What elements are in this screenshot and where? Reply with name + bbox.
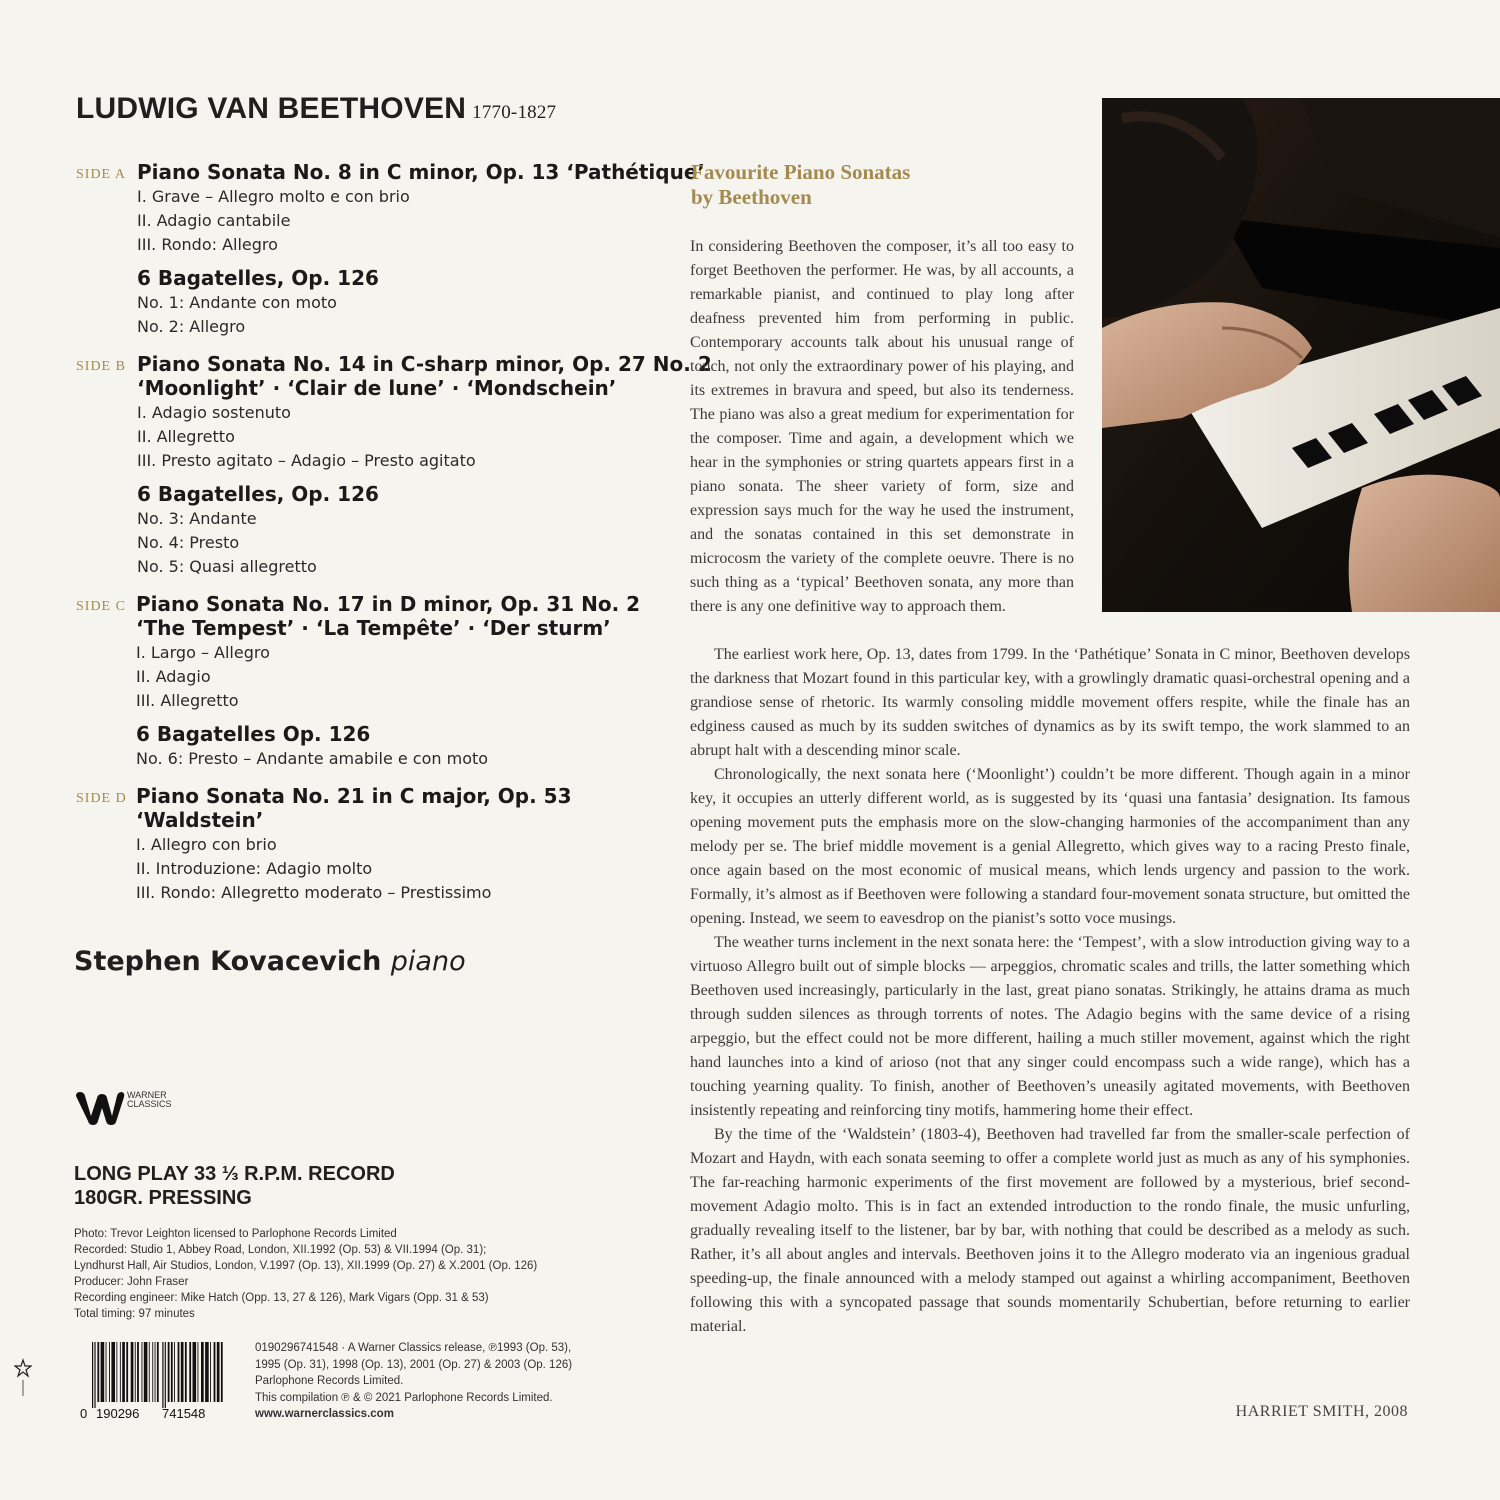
recording-credits xyxy=(74,1226,537,1322)
warner-classics-logo-text xyxy=(127,1091,172,1109)
barcode-bar xyxy=(193,1342,197,1402)
barcode-bars xyxy=(92,1342,224,1408)
movement-item: No. 6: Presto – Andante amabile e con moto xyxy=(136,749,489,768)
barcode-bar xyxy=(92,1342,93,1408)
credit-line: Recorded: Studio 1, Abbey Road, London, XII.1992 (Op. 53) & VII.1994 (Op. 31); xyxy=(74,1244,487,1256)
record-format xyxy=(74,1162,395,1210)
work-title: Piano Sonata No. 8 in C minor, Op. 13 ‘Pathétique’ xyxy=(137,160,706,184)
barcode-bar xyxy=(185,1342,187,1402)
work-title: ‘Waldstein’ xyxy=(136,808,264,832)
barcode-bar xyxy=(101,1342,105,1402)
legal-line: This compilation ℗ & © 2021 Parlophone Records Limited. xyxy=(255,1391,553,1404)
side-label: SIDE D xyxy=(76,791,127,806)
work-title: Piano Sonata No. 21 in C major, Op. 53 xyxy=(136,784,572,808)
movement-item: II. Adagio xyxy=(136,667,211,686)
warner-classics-logo-icon xyxy=(74,1090,126,1126)
movement-item: III. Allegretto xyxy=(136,691,239,710)
barcode-bar xyxy=(217,1342,220,1402)
work-title: Piano Sonata No. 17 in D minor, Op. 31 No. 2 xyxy=(136,592,641,616)
barcode-bar xyxy=(122,1342,125,1402)
logo-text-line2: CLASSICS xyxy=(127,1099,172,1109)
essay-body xyxy=(690,643,1410,1339)
work-title: ‘The Tempest’ · ‘La Tempête’ · ‘Der sturm’ xyxy=(136,616,611,640)
movement-item: No. 2: Allegro xyxy=(137,317,246,336)
booklet-title-line2: by Beethoven xyxy=(691,185,812,209)
barcode-bar xyxy=(106,1342,107,1402)
composer-years: 1770-1827 xyxy=(472,102,557,123)
barcode-bar xyxy=(142,1342,143,1402)
movement-item: I. Largo – Allegro xyxy=(136,643,270,662)
side-label: SIDE B xyxy=(76,359,126,374)
essay-paragraph: The weather turns inclement in the next sonata here: the ‘Tempest’, with a slow introduction giving way to a virtuoso Allegro built out of simple blocks — arpeggios, chromatic scales and trills, the latter something which Beethoven used increasingly, particularly in the last, great piano sonatas. Strikingly, he attains drama as much through sudden silences as through torrents of notes. The Adagio begins with the same device of a rising arpeggio, but the effect could not be more different, hailing a much stiller movement, against which the right hand launches into a kind of arioso (not that any singer could encompass such a wide range), which has a touching yearning quality. To finish, another of Beethoven’s uneasily agitated movements, with Beethoven insistently repeating and reinforcing tiny motifs, hammering home their effect. xyxy=(690,934,1410,1119)
barcode-bar xyxy=(168,1342,170,1402)
star-icon xyxy=(14,1358,32,1398)
composer-heading xyxy=(76,92,556,126)
performer-instrument: piano xyxy=(390,946,466,977)
barcode-bar xyxy=(189,1342,191,1402)
barcode-bar xyxy=(144,1342,148,1402)
side-label: SIDE A xyxy=(76,167,126,182)
movement-item: III. Rondo: Allegretto moderato – Prestissimo xyxy=(136,883,492,902)
movement-item: II. Introduzione: Adagio molto xyxy=(136,859,373,878)
barcode-bar xyxy=(126,1342,128,1402)
essay-intro xyxy=(690,235,1074,619)
barcode xyxy=(80,1342,224,1420)
credit-line: Total timing: 97 minutes xyxy=(74,1308,195,1320)
work-title: 6 Bagatelles Op. 126 xyxy=(136,722,371,746)
movement-item: III. Rondo: Allegro xyxy=(137,235,278,254)
barcode-bar xyxy=(109,1342,110,1402)
barcode-bar xyxy=(221,1342,223,1402)
performer-name: Stephen Kovacevich xyxy=(74,946,382,977)
legal-line: 0190296741548 · A Warner Classics release, ℗1993 (Op. 53), xyxy=(255,1342,572,1354)
movement-item: No. 4: Presto xyxy=(137,533,240,552)
barcode-bar xyxy=(178,1342,180,1402)
work-title: ‘Moonlight’ · ‘Clair de lune’ · ‘Mondschein’ xyxy=(137,376,617,400)
side-label: SIDE C xyxy=(76,599,126,614)
composer-name: LUDWIG VAN BEETHOVEN xyxy=(76,92,467,125)
credit-line: Recording engineer: Mike Hatch (Opp. 13, 27 & 126), Mark Vigars (Opp. 31 & 53) xyxy=(74,1292,489,1304)
work-title: 6 Bagatelles, Op. 126 xyxy=(137,482,379,506)
legal-line: 1995 (Op. 31), 1998 (Op. 13), 2001 (Op. 27) & 2003 (Op. 126) xyxy=(255,1358,573,1371)
barcode-bar xyxy=(135,1342,136,1402)
essay-intro-paragraph: In considering Beethoven the composer, it’s all too easy to forget Beethoven the performer. He was, by all accounts, a remarkable pianist, and continued to play long after deafness prevented him from performing in public. Contemporary accounts talk about his unusual range of touch, not only the extraordinary power of his playing, and its extremes in bravura and speed, but also its tenderness. The piano was also a great medium for experimentation for the composer. Time and again, a development which we hear in the symphonies or string quartets appears first in a piano sonata. The sheer variety of form, size and expression says much for the way he used the instrument, and the sonatas contained in this set demonstrate in microcosm the variety of the complete oeuvre. There is no such thing as a ‘typical’ Beethoven sonata, any more than there is any one definitive way to approach them. xyxy=(690,238,1074,615)
movement-item: No. 5: Quasi allegretto xyxy=(137,557,317,576)
barcode-bar xyxy=(214,1342,216,1402)
barcode-bar xyxy=(171,1342,173,1402)
barcode-bar xyxy=(174,1342,175,1402)
barcode-bar xyxy=(155,1342,156,1402)
credit-line: Lyndhurst Hall, Air Studios, London, V.1997 (Op. 13), XII.1999 (Op. 27) & X.2001 (Op. 126) xyxy=(74,1260,538,1272)
essay-byline: HARRIET SMITH, 2008 xyxy=(1235,1403,1408,1420)
credit-line: Producer: John Fraser xyxy=(74,1276,189,1288)
work-title: Piano Sonata No. 14 in C-sharp minor, Op. 27 No. 2 xyxy=(137,352,712,376)
barcode-bar xyxy=(198,1342,199,1402)
movement-item: No. 1: Andante con moto xyxy=(137,293,337,312)
barcode-bar xyxy=(162,1342,163,1408)
barcode-bar xyxy=(137,1342,139,1402)
legal-line: Parlophone Records Limited. xyxy=(255,1375,404,1387)
movement-item: I. Grave – Allegro molto e con brio xyxy=(137,187,410,206)
movement-item: I. Allegro con brio xyxy=(136,835,277,854)
barcode-bar xyxy=(94,1342,95,1408)
barcode-bar xyxy=(116,1342,117,1402)
movement-item: II. Adagio cantabile xyxy=(137,211,291,230)
pianist-hands-photo xyxy=(1102,98,1500,612)
movement-item: I. Adagio sostenuto xyxy=(137,403,291,422)
booklet-title-line1: Favourite Piano Sonatas xyxy=(691,160,911,184)
website-link[interactable]: www.warnerclassics.com xyxy=(255,1408,394,1420)
barcode-bar xyxy=(181,1342,184,1402)
barcode-bar xyxy=(149,1342,150,1402)
booklet-title xyxy=(691,160,1071,210)
performer-credit xyxy=(74,946,466,977)
logo-text-line1: WARNER xyxy=(127,1090,167,1100)
format-line2: 180GR. PRESSING xyxy=(74,1187,252,1209)
barcode-lead-digit: 0 xyxy=(80,1406,88,1420)
essay-paragraph: By the time of the ‘Waldstein’ (1803-4), Beethoven had travelled far from the smaller-scale perfection of Mozart and Haydn, with each sonata seeming to offer a complete world just as much as any of his symphonies. The far-reaching harmonic experiments of the first movement are followed by a mysterious, brief second-movement Adagio molto. This is in fact an extended introduction to the rondo finale, the music unfurling, gradually revealing itself to the listener, bar by bar, with nothing that could be described as a melody as such. Rather, it’s all about angles and intervals. Beethoven joins it to the Allegro moderato via an ingenious gradual speeding-up, the finale announced with a melody stamped out against a whirling accompaniment, Beethoven following this with a syncopated passage that sounds momentarily Schubertian, before returning to earlier material. xyxy=(690,1126,1410,1335)
format-line1: LONG PLAY 33 ⅓ R.P.M. RECORD xyxy=(74,1163,395,1185)
essay-paragraph: Chronologically, the next sonata here (‘Moonlight’) couldn’t be more different. Though again in a minor key, it occupies an utterly different world, as is suggested by its ‘quasi una fantasia’ designation. Its famous opening movement puts the emphasis more on the slow-changing harmonies of the accompaniment than any melody per se. The brief middle movement is a genial Allegretto, which gives way to a racing Presto finale, once again based on the most economic of musical means, which lends urgency and passion to the work. Formally, it’s almost as if Beethoven were following a standard four-movement sonata structure, but omitted the opening. Instead, we seem to eavesdrop on the pianist’s sotto voce musings. xyxy=(690,766,1410,927)
work-title: 6 Bagatelles, Op. 126 xyxy=(137,266,379,290)
movement-item: III. Presto agitato – Adagio – Presto agitato xyxy=(137,451,476,470)
barcode-bar xyxy=(210,1342,211,1402)
movement-item: II. Allegretto xyxy=(137,427,235,446)
movement-item: No. 3: Andante xyxy=(137,509,257,528)
barcode-bar xyxy=(97,1342,99,1402)
barcode-bar xyxy=(201,1342,204,1402)
barcode-bar xyxy=(120,1342,121,1402)
barcode-right-digits: 741548 xyxy=(162,1406,206,1420)
barcode-bar xyxy=(152,1342,153,1402)
credit-line: Photo: Trevor Leighton licensed to Parlophone Records Limited xyxy=(74,1228,397,1240)
essay-paragraph: The earliest work here, Op. 13, dates from 1799. In the ‘Pathétique’ Sonata in C minor, Beethoven develops the darkness that Mozart found in this particular key, with a growlingly dramatic quasi-orchestral opening and a grandiose sense of rhetoric. Its warmly consoling middle movement offers respite, while the finale has an edginess caused as much by its sudden switches of dynamics as by its swift tempo, the work slammed to an abrupt halt with a descending minor scale. xyxy=(690,646,1410,759)
barcode-bar xyxy=(131,1342,134,1402)
barcode-bar xyxy=(111,1342,115,1402)
barcode-left-digits: 190296 xyxy=(96,1406,140,1420)
barcode-bar xyxy=(205,1342,209,1402)
barcode-bar xyxy=(165,1342,166,1408)
barcode-bar xyxy=(157,1342,159,1402)
legal-notice xyxy=(255,1340,572,1423)
